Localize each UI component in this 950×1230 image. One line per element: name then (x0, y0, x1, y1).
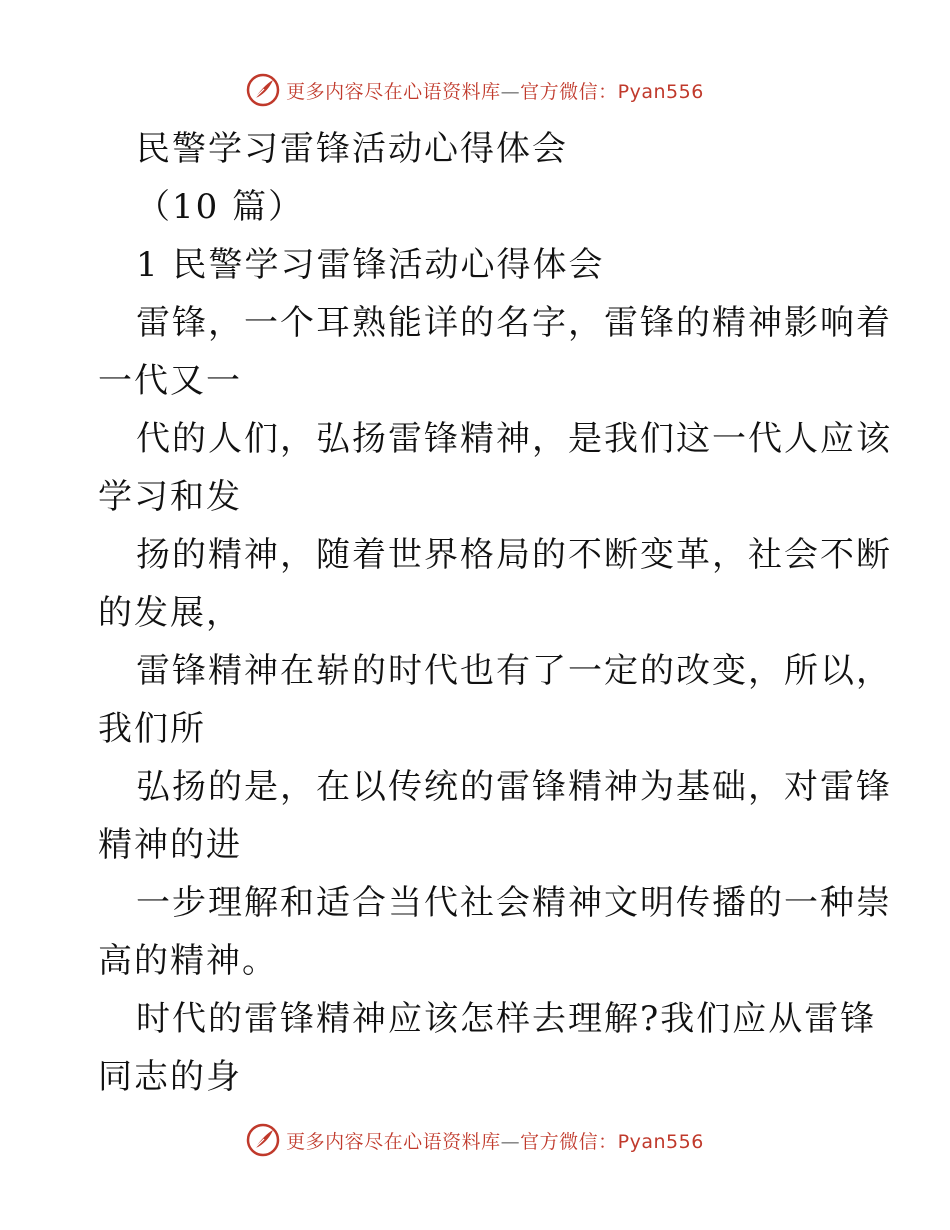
paragraph-line: 弘扬的是，在以传统的雷锋精神为基础，对雷锋 (136, 767, 892, 807)
banner-site-text: 更多内容尽在心语资料库 (286, 1130, 501, 1153)
paragraph-line: 精神的进 (98, 825, 242, 865)
footer-banner (0, 1120, 950, 1160)
banner-dash: — (500, 1130, 521, 1153)
feather-pen-logo-icon (246, 73, 280, 107)
paragraph-line: 雷锋，一个耳熟能详的名字，雷锋的精神影响着 (136, 303, 892, 343)
paragraph-line: 代的人们，弘扬雷锋精神，是我们这一代人应该 (136, 419, 892, 459)
paragraph-line: 雷锋精神在崭的时代也有了一定的改变，所以， (136, 651, 892, 691)
banner-text (286, 1127, 704, 1154)
banner-dash: — (500, 80, 521, 103)
header-banner (0, 70, 950, 110)
paragraph-line: 一步理解和适合当代社会精神文明传播的一种崇 (136, 883, 892, 923)
paragraph-line: 时代的雷锋精神应该怎样去理解?我们应从雷锋 (136, 999, 877, 1039)
paragraph-line: 高的精神。 (98, 941, 278, 981)
banner-text (286, 77, 704, 104)
section-heading: 1 民警学习雷锋活动心得体会 (136, 245, 605, 285)
banner-site-text: 更多内容尽在心语资料库 (286, 80, 501, 103)
banner-wechat-text: 官方微信：Pyan556 (520, 80, 704, 103)
document-title: 民警学习雷锋活动心得体会 (136, 129, 568, 169)
paragraph-line: 我们所 (98, 709, 206, 749)
feather-pen-logo-icon (246, 1123, 280, 1157)
paragraph-line: 扬的精神，随着世界格局的不断变革，社会不断 (136, 535, 892, 575)
banner-wechat-text: 官方微信：Pyan556 (520, 1130, 704, 1153)
document-subtitle: （10 篇） (136, 187, 305, 227)
document-body (98, 120, 892, 1106)
paragraph-line: 一代又一 (98, 361, 242, 401)
paragraph-line: 的发展， (98, 593, 242, 633)
paragraph-line: 学习和发 (98, 477, 242, 517)
paragraph-line: 同志的身 (98, 1057, 242, 1097)
